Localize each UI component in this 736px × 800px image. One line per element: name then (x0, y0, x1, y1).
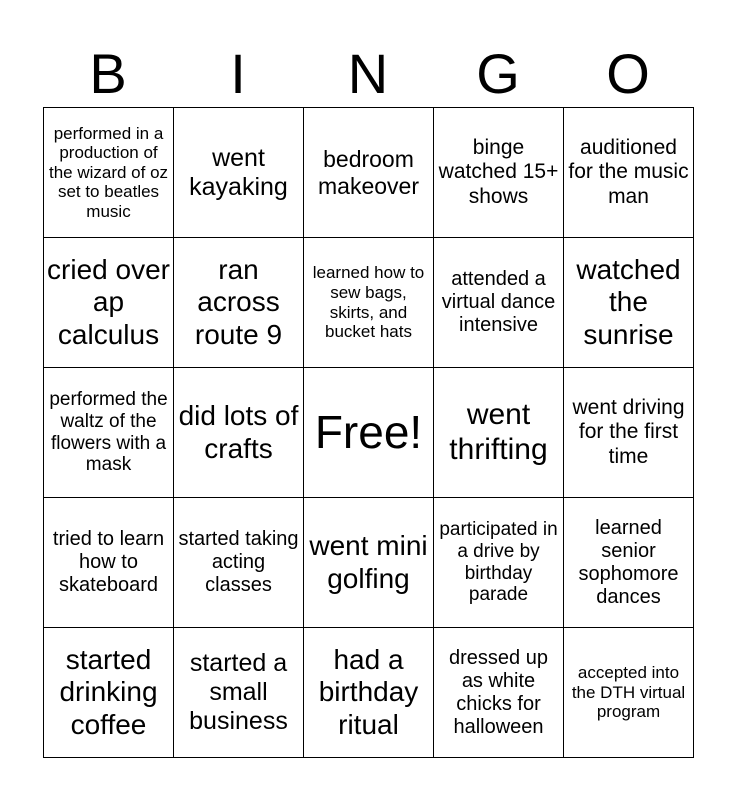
bingo-cell[interactable] (44, 368, 174, 498)
header-letter-o: O (606, 42, 650, 105)
bingo-cell[interactable] (174, 498, 304, 628)
bingo-cell[interactable] (304, 498, 434, 628)
bingo-cell[interactable] (434, 238, 564, 368)
cell-text: started drinking coffee (59, 644, 158, 740)
cell-text: did lots of crafts (178, 400, 299, 464)
cell-text: ran across route 9 (194, 254, 283, 350)
cell-text: tried to learn how to skateboard (52, 528, 165, 596)
bingo-cell[interactable] (564, 368, 694, 498)
bingo-cell[interactable] (304, 108, 434, 238)
bingo-cell[interactable] (304, 238, 434, 368)
bingo-cell[interactable] (304, 628, 434, 758)
cell-text: started a small business (189, 649, 288, 735)
bingo-cell[interactable] (564, 238, 694, 368)
cell-text: performed the waltz of the flowers with a mask (49, 388, 168, 476)
bingo-cell[interactable] (174, 368, 304, 498)
free-space[interactable] (304, 368, 434, 498)
cell-text: learned how to sew bags, skirts, and bucket hats (312, 263, 425, 342)
bingo-cell[interactable] (434, 498, 564, 628)
cell-text: attended a virtual dance intensive (441, 268, 556, 336)
free-space-label: Free! (314, 406, 423, 459)
header-letter-n: N (347, 42, 389, 105)
header-letter-g: G (476, 42, 520, 105)
cell-text: cried over ap calculus (47, 254, 170, 350)
cell-text: auditioned for the music man (568, 136, 689, 208)
cell-text: watched the sunrise (576, 254, 681, 350)
cell-text: went mini golfing (309, 530, 428, 594)
cell-text: learned senior sophomore dances (578, 516, 679, 608)
cell-text: accepted into the DTH virtual program (571, 663, 686, 722)
cell-text: dressed up as white chicks for halloween (449, 646, 548, 738)
bingo-cell[interactable] (434, 368, 564, 498)
cell-text: went thrifting (449, 398, 548, 466)
bingo-cell[interactable] (564, 628, 694, 758)
bingo-cell[interactable] (174, 108, 304, 238)
cell-text: bedroom makeover (318, 146, 419, 199)
cell-text: binge watched 15+ shows (438, 136, 559, 208)
cell-text: had a birthday ritual (318, 644, 419, 740)
cell-text: performed in a production of the wizard of oz set to beatles music (48, 123, 169, 221)
bingo-cell[interactable] (434, 108, 564, 238)
bingo-cell[interactable] (44, 238, 174, 368)
cell-text: participated in a drive by birthday parade (439, 518, 558, 606)
bingo-cell[interactable] (44, 498, 174, 628)
header-letter-b: B (89, 42, 127, 105)
bingo-cell[interactable] (174, 628, 304, 758)
bingo-cell[interactable] (174, 238, 304, 368)
bingo-cell[interactable] (564, 108, 694, 238)
cell-text: started taking acting classes (178, 528, 299, 596)
bingo-header (43, 40, 693, 108)
bingo-board (43, 107, 694, 758)
header-letter-i: I (230, 42, 246, 105)
cell-text: went driving for the first time (572, 396, 685, 468)
bingo-cell[interactable] (44, 628, 174, 758)
bingo-cell[interactable] (434, 628, 564, 758)
bingo-cell[interactable] (44, 108, 174, 238)
cell-text: went kayaking (189, 143, 288, 201)
bingo-cell[interactable] (564, 498, 694, 628)
